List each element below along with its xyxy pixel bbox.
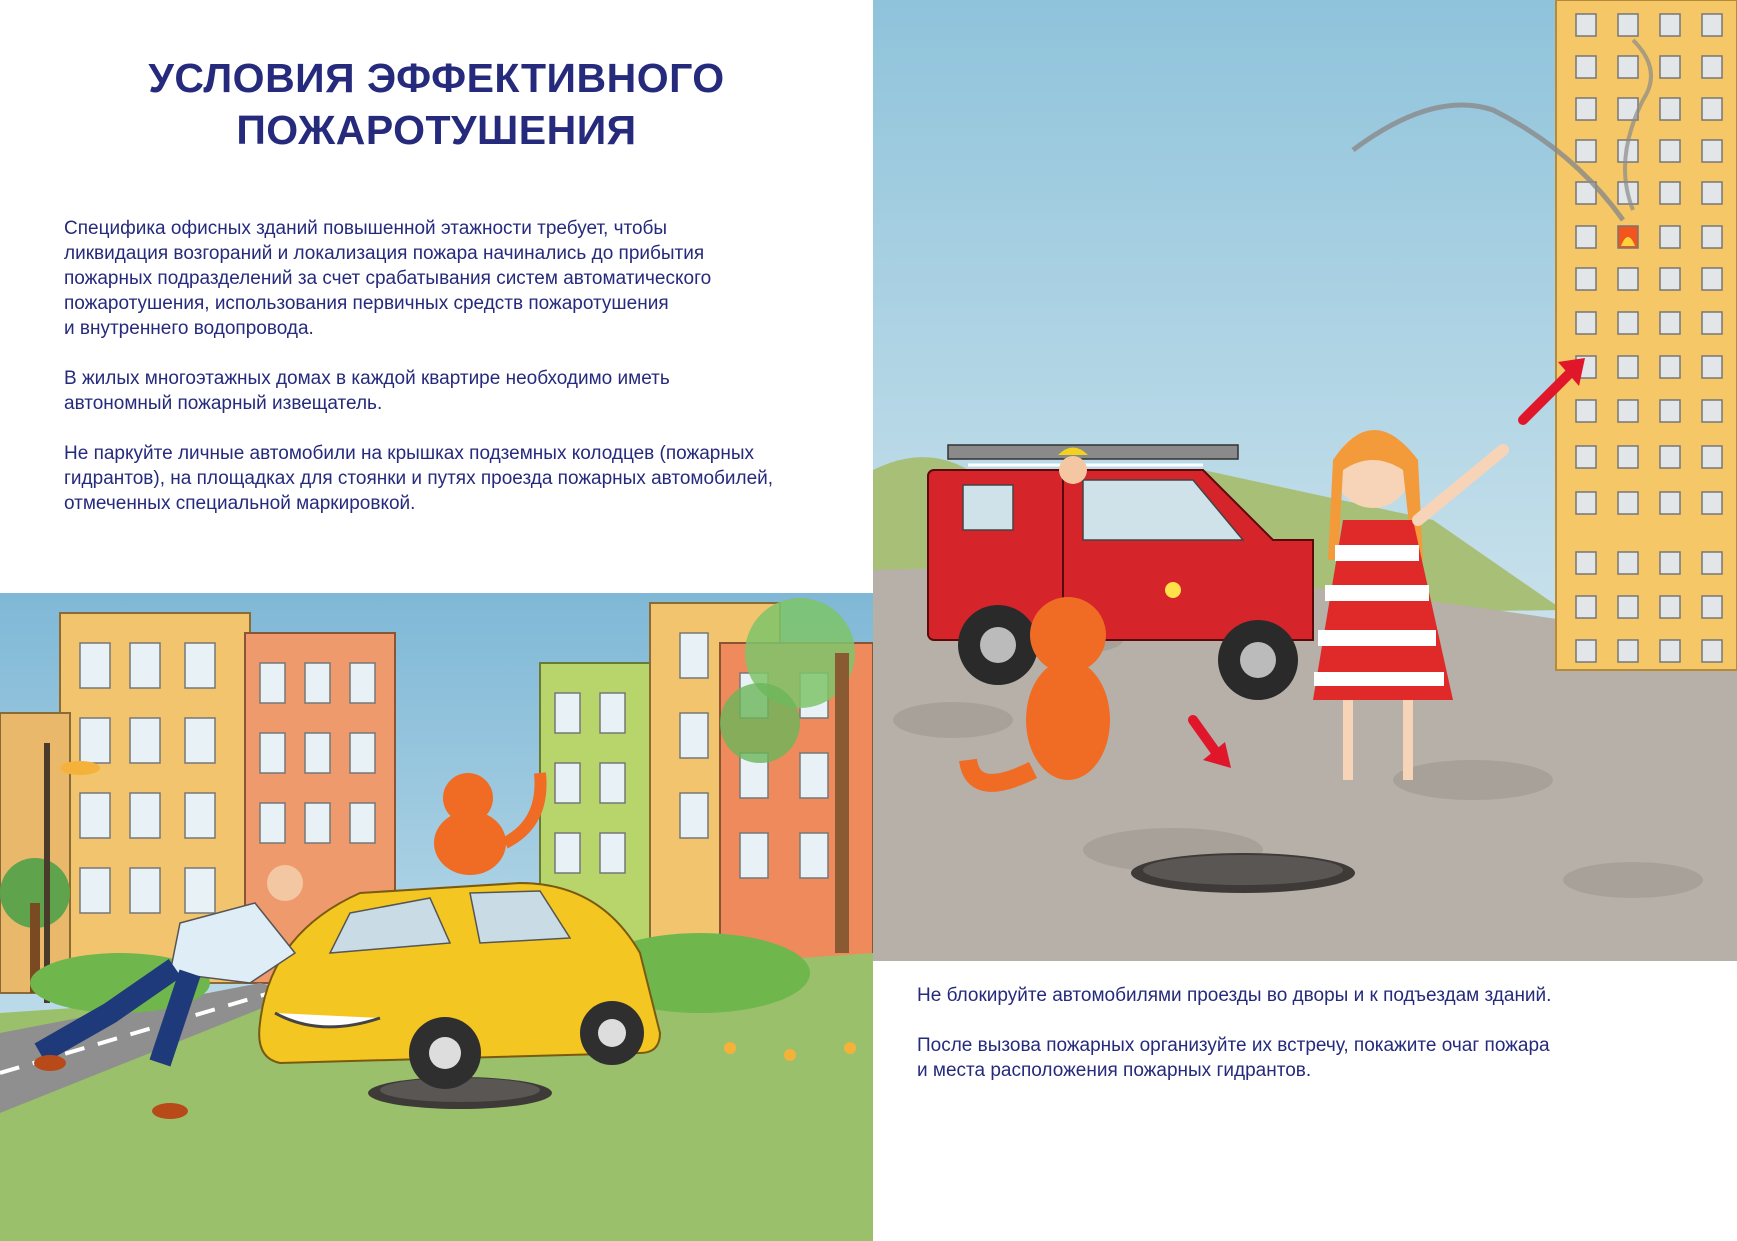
street-parking-illustration (0, 593, 873, 1241)
paragraph-line: Не паркуйте личные автомобили на крышках подземных колодцев (пожарных (64, 443, 755, 464)
paragraph-line: автономный пожарный извещатель. (64, 393, 383, 414)
paragraph-office-buildings (64, 216, 854, 341)
paragraph-line: отмеченных специальной маркировкой. (64, 493, 416, 514)
paragraph-parking (64, 441, 854, 516)
paragraph-fire-detector (64, 366, 854, 416)
paragraph-meet-firefighters (917, 1033, 1717, 1083)
paragraph-line: ликвидация возгораний и локализация пожара начинались до прибытия (64, 243, 705, 264)
title-line-2: ПОЖАРОТУШЕНИЯ (236, 107, 637, 153)
fire-truck-illustration (873, 0, 1737, 961)
paragraph-line: пожаротушения, использования первичных средств пожаротушения (64, 293, 669, 314)
paragraph-line: и внутреннего водопровода. (64, 318, 314, 339)
paragraph-line: гидрантов), на площадках для стоянки и путях проезда пожарных автомобилей, (64, 468, 774, 489)
paragraph-line: В жилых многоэтажных домах в каждой квартире необходимо иметь (64, 368, 670, 389)
paragraph-line: пожарных подразделений за счет срабатывания систем автоматического (64, 268, 712, 289)
paragraph-line: После вызова пожарных организуйте их встречу, покажите очаг пожара (917, 1035, 1550, 1056)
page-title (0, 52, 873, 156)
paragraph-line: Специфика офисных зданий повышенной этажности требует, чтобы (64, 218, 668, 239)
paragraph-no-blocking (917, 983, 1717, 1008)
paragraph-line: Не блокируйте автомобилями проезды во дворы и к подъездам зданий. (917, 985, 1552, 1006)
title-line-1: УСЛОВИЯ ЭФФЕКТИВНОГО (148, 55, 725, 101)
right-page (873, 0, 1737, 1241)
paragraph-line: и места расположения пожарных гидрантов. (917, 1060, 1312, 1081)
